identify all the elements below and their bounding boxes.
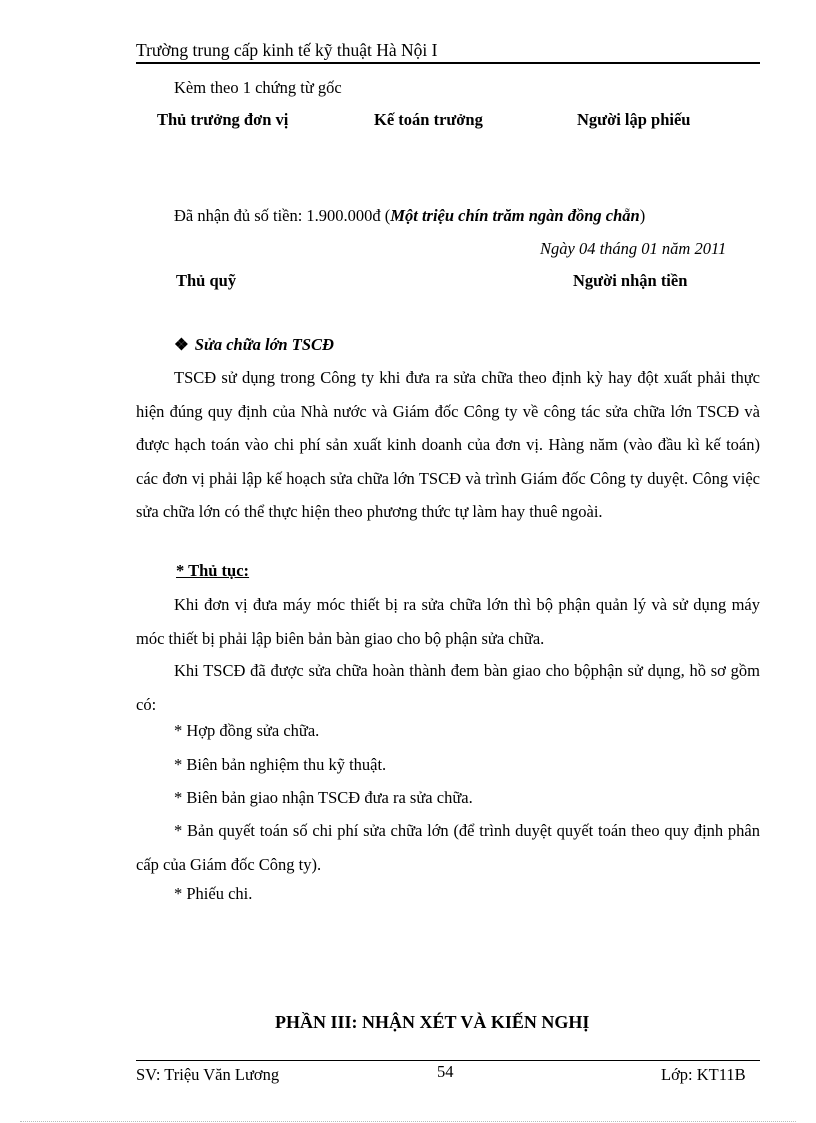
list-item: * Hợp đồng sửa chữa. — [174, 721, 320, 740]
received-amount-line — [174, 206, 645, 226]
signature-preparer: Người lập phiếu — [577, 110, 691, 129]
footer-page-number: 54 — [437, 1062, 454, 1081]
header-rule — [136, 62, 760, 64]
header-school: Trường trung cấp kinh tế kỹ thuật Hà Nội I — [136, 40, 438, 60]
list-item: * Biên bản giao nhận TSCĐ đưa ra sửa chữa. — [174, 788, 473, 807]
section-title: Sửa chữa lớn TSCĐ — [194, 335, 334, 354]
diamond-bullet-icon: ❖ — [174, 335, 189, 354]
attachment-note: Kèm theo 1 chứng từ gốc — [174, 78, 342, 97]
list-item: * Phiếu chi. — [174, 884, 253, 903]
date-line: Ngày 04 tháng 01 năm 2011 — [540, 239, 727, 258]
received-prefix: Đã nhận đủ số tiền: 1.900.000đ ( — [174, 206, 391, 225]
part-title: PHẦN III: NHẬN XÉT VÀ KIẾN NGHỊ — [275, 1012, 590, 1032]
signature-receiver: Người nhận tiền — [573, 271, 688, 290]
footer-rule — [136, 1060, 760, 1061]
procedure-heading: * Thủ tục: — [176, 561, 250, 580]
section-intro-paragraph: TSCĐ sử dụng trong Công ty khi đưa ra sửa chữa theo định kỳ hay đột xuất phải thực hiện đúng quy định của Nhà nước và Giám đốc Công ty về công tác sửa chữa lớn TSCĐ và được hạch toán vào chi phí sản xuất kinh doanh của đơn vị. Hàng năm (vào đầu kì kế toán) các đơn vị phải lập kế hoạch sửa chữa lớn TSCĐ và trình Giám đốc Công ty duyệt. Công việc sửa chữa lớn có thể thực hiện theo phương thức tự làm hay thuê ngoài. — [136, 368, 760, 522]
page-bottom-dotted-edge — [20, 1121, 796, 1122]
section-heading — [174, 335, 334, 355]
signature-head: Thủ trưởng đơn vị — [157, 110, 289, 129]
footer-student: SV: Triệu Văn Lương — [136, 1065, 280, 1084]
received-suffix: ) — [639, 206, 646, 225]
list-item: * Bản quyết toán số chi phí sửa chữa lớn (để trình duyệt quyết toán theo quy định phân cấp của Giám đốc Công ty). — [136, 821, 760, 874]
procedure-paragraph-2: Khi TSCĐ đã được sửa chữa hoàn thành đem bàn giao cho bộphận sử dụng, hồ sơ gồm có: — [136, 661, 760, 714]
procedure-paragraph-1: Khi đơn vị đưa máy móc thiết bị ra sửa chữa lớn thì bộ phận quản lý và sử dụng máy móc thiết bị phải lập biên bản bàn giao cho bộ phận sửa chữa. — [136, 595, 760, 648]
signature-chief-accountant: Kế toán trưởng — [374, 110, 483, 129]
list-item: * Biên bản nghiệm thu kỹ thuật. — [174, 755, 387, 774]
footer-class: Lớp: KT11B — [661, 1065, 746, 1084]
signature-cashier: Thủ quỹ — [176, 271, 237, 290]
received-amount-words: Một triệu chín trăm ngàn đồng chẵn — [390, 206, 640, 225]
